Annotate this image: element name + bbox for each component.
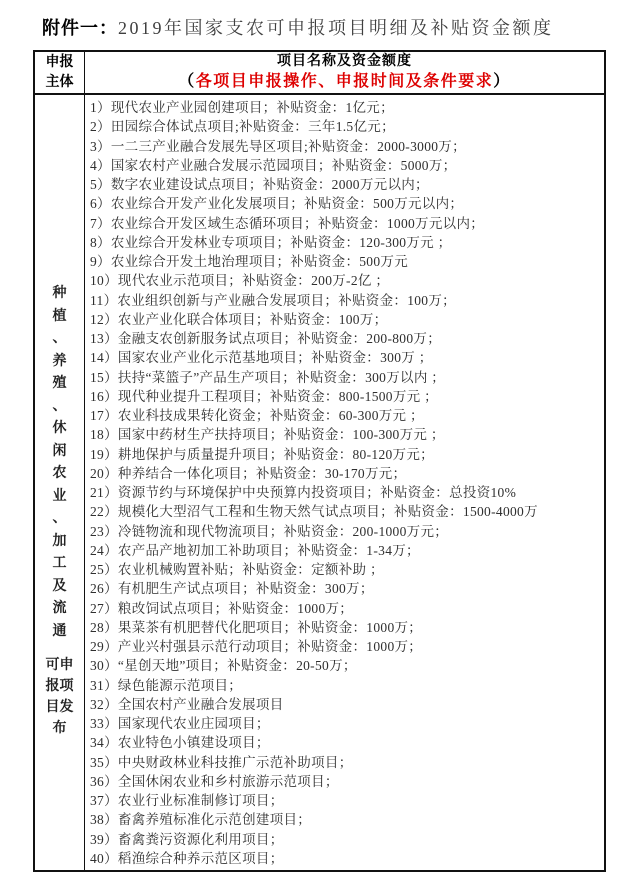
project-item: 32）全国农村产业融合发展项目 [90,696,284,712]
project-list [85,95,604,870]
header-project-column [85,52,604,95]
project-item: 16）现代种业提升工程项目；补贴资金：800-1500万元 ； [90,388,438,404]
project-item: 40）稻渔综合种养示范区项目； [90,850,284,866]
attachment-label: 附件一： [42,18,118,38]
projects-table [33,50,606,872]
subject-cell [35,95,85,870]
project-item: 13）金融支农创新服务试点项目；补贴资金：200-800万； [90,331,441,346]
title-text: 2019年国家支农可申报项目明细及补贴资金额度 [118,18,554,38]
subject-categories-vertical-text: 种植、养殖、休闲农业、加工及流通 [52,286,67,639]
close-paren: ） [493,72,511,90]
project-item: 6）农业综合开发产业化发展项目；补贴资金：500万元以内； [90,196,464,212]
project-item: 14）国家农业产业化示范基地项目；补贴资金：300万 ； [90,350,433,366]
project-item: 4）国家农村产业融合发展示范园项目；补贴资金：5000万； [90,157,457,173]
project-item: 22）规模化大型沼气工程和生物天然气试点项目；补贴资金：1500-4000万 [90,504,538,520]
project-item: 28）果菜茶有机肥替代化肥项目；补贴资金：1000万； [90,619,423,635]
project-item: 10）现代农业示范项目；补贴资金：200万-2亿 ； [90,273,390,289]
project-item: 35）中央财政林业科技推广示范补助项目； [90,754,353,770]
project-item: 36）全国休闲农业和乡村旅游示范项目； [90,773,339,789]
project-item: 12）农业产业化联合体项目；补贴资金：100万； [90,311,388,327]
project-item: 7）农业综合开发区域生态循环项目；补贴资金：1000万元以内； [90,215,485,231]
header-project-subtitle-text: 各项目申报操作、申报时间及条件要求 [195,72,494,90]
project-item: 29）产业兴村强县示范行动项目；补贴资金：1000万； [90,639,423,654]
project-item: 34）农业特色小镇建设项目； [90,735,270,751]
project-item: 1）现代农业产业园创建项目；补贴资金：1亿元； [90,100,394,115]
project-item: 26）有机肥生产试点项目；补贴资金：300万； [90,581,374,597]
project-item: 37）农业行业标准制修订项目； [90,793,284,808]
project-item: 5）数字农业建设试点项目；补贴资金：2000万元以内； [90,177,429,192]
header-project-title: 项目名称及资金额度 [277,53,412,69]
header-subject-column [35,52,85,95]
project-item: 23）冷链物流和现代物流项目；补贴资金：200-1000万元； [90,523,449,539]
project-item: 3）一二三产业融合发展先导区项目;补贴资金：2000-3000万； [90,138,466,154]
header-project-subtitle [178,71,511,93]
project-item: 2）田园综合体试点项目;补贴资金：三年1.5亿元； [90,119,395,135]
project-item: 9）农业综合开发土地治理项目；补贴资金：500万元 [90,254,408,269]
project-item: 18）国家中药材生产扶持项目；补贴资金：100-300万元 ； [90,427,445,443]
project-item: 31）绿色能源示范项目； [90,677,243,693]
project-item: 27）粮改饲试点项目；补贴资金：1000万； [90,600,354,616]
project-item: 33）国家现代农业庄园项目； [90,716,270,731]
project-item: 20）种养结合一体化项目；补贴资金：30-170万元； [90,465,407,481]
project-item: 25）农业机械购置补贴；补贴资金：定额补助 ； [90,562,384,577]
project-item: 15）扶持“菜篮子”产品生产项目；补贴资金：300万以内 ； [90,369,446,385]
project-item: 17）农业科技成果转化资金；补贴资金：60-300万元 ； [90,408,424,423]
project-item: 19）耕地保护与质量提升项目；补贴资金：80-120万元； [90,446,434,462]
open-paren: （ [178,72,196,90]
project-item: 24）农产品产地初加工补助项目；补贴资金：1-34万； [90,542,420,558]
project-item: 11）农业组织创新与产业融合发展项目；补贴资金：100万； [90,292,456,308]
project-item: 8）农业综合开发林业专项项目；补贴资金：120-300万元 ； [90,234,452,250]
subject-release-label: 可申报项目发布 [45,658,74,736]
header-subject-label: 申报主体 [45,54,74,90]
project-item: 30）“星创天地”项目；补贴资金：20-50万； [90,658,357,674]
project-item: 39）畜禽粪污资源化利用项目； [90,831,284,847]
project-item: 38）畜禽养殖标准化示范创建项目； [90,812,312,828]
project-item: 21）资源节约与环境保护中央预算内投资项目；补贴资金：总投资10% [90,485,517,500]
document-title [42,14,602,40]
